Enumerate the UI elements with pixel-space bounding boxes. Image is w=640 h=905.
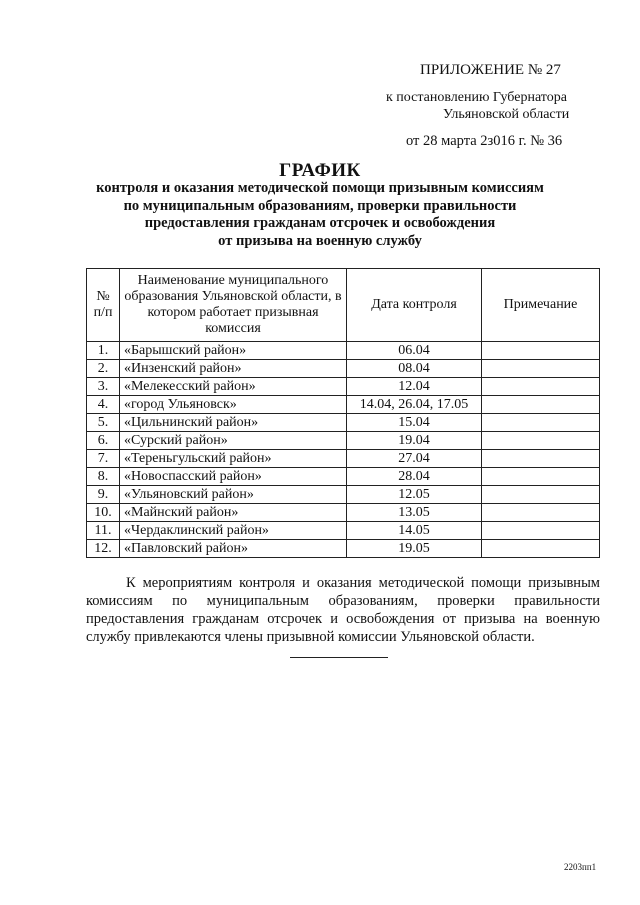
control-date: 28.04 (347, 468, 482, 486)
note-cell (482, 360, 600, 378)
control-date: 19.04 (347, 432, 482, 450)
municipality-name: «Павловский район» (120, 540, 347, 558)
row-number: 1. (87, 342, 120, 360)
note-cell (482, 504, 600, 522)
municipality-name: «Сурский район» (120, 432, 347, 450)
row-number: 3. (87, 378, 120, 396)
municipality-name: «город Ульяновск» (120, 396, 347, 414)
document-subtitle (80, 180, 560, 250)
schedule-table (86, 268, 600, 558)
header-num: № п/п (87, 269, 120, 342)
municipality-name: «Цильнинский район» (120, 414, 347, 432)
table-header-row (87, 269, 600, 342)
control-date: 08.04 (347, 360, 482, 378)
table-row (87, 414, 600, 432)
table-row (87, 396, 600, 414)
row-number: 12. (87, 540, 120, 558)
note-cell (482, 540, 600, 558)
subtitle-line: от призыва на военную службу (218, 232, 422, 249)
row-number: 10. (87, 504, 120, 522)
table-row (87, 468, 600, 486)
appendix-number: ПРИЛОЖЕНИЕ № 27 (420, 62, 561, 78)
municipality-name: «Тереньгульский район» (120, 450, 347, 468)
control-date: 14.05 (347, 522, 482, 540)
note-cell (482, 486, 600, 504)
note-cell (482, 432, 600, 450)
note-cell (482, 522, 600, 540)
table-row (87, 360, 600, 378)
municipality-name: «Барышский район» (120, 342, 347, 360)
note-cell (482, 378, 600, 396)
document-code: 2203пп1 (564, 862, 597, 872)
municipality-name: «Новоспасский район» (120, 468, 347, 486)
table-row (87, 486, 600, 504)
subtitle-line: по муниципальным образованиям, проверки правильности (123, 197, 517, 214)
row-number: 8. (87, 468, 120, 486)
row-number: 7. (87, 450, 120, 468)
municipality-name: «Ульяновский район» (120, 486, 347, 504)
row-number: 4. (87, 396, 120, 414)
row-number: 5. (87, 414, 120, 432)
row-number: 11. (87, 522, 120, 540)
table-row (87, 504, 600, 522)
control-date: 14.04, 26.04, 17.05 (347, 396, 482, 414)
table-row (87, 342, 600, 360)
table-row (87, 378, 600, 396)
decree-reference-line-1: к постановлению Губернатора (386, 90, 567, 105)
header-note: Примечание (482, 269, 600, 342)
table-row (87, 450, 600, 468)
header-municipality: Наименование муниципального образования Ульяновской области, в котором работает призывная комиссия (120, 269, 347, 342)
subtitle-line: контроля и оказания методической помощи призывным комиссиям (96, 180, 544, 196)
note-cell (482, 450, 600, 468)
note-cell (482, 414, 600, 432)
control-date: 12.04 (347, 378, 482, 396)
control-date: 12.05 (347, 486, 482, 504)
control-date: 13.05 (347, 504, 482, 522)
municipality-name: «Чердаклинский район» (120, 522, 347, 540)
control-date: 15.04 (347, 414, 482, 432)
table-row (87, 522, 600, 540)
subtitle-line: предоставления гражданам отсрочек и освобождения (144, 215, 496, 231)
municipality-name: «Инзенский район» (120, 360, 347, 378)
decree-date-number: от 28 марта 2з016 г. № 36 (406, 133, 563, 149)
note-cell (482, 342, 600, 360)
document-title: ГРАФИК (279, 160, 361, 181)
note-cell (482, 468, 600, 486)
municipality-name: «Майнский район» (120, 504, 347, 522)
control-date: 06.04 (347, 342, 482, 360)
municipality-name: «Мелекесский район» (120, 378, 347, 396)
row-number: 6. (87, 432, 120, 450)
note-cell (482, 396, 600, 414)
control-date: 27.04 (347, 450, 482, 468)
decree-reference-line-2: Ульяновской области (443, 107, 570, 122)
row-number: 9. (87, 486, 120, 504)
header-date: Дата контроля (347, 269, 482, 342)
control-date: 19.05 (347, 540, 482, 558)
row-number: 2. (87, 360, 120, 378)
closing-paragraph: К мероприятиям контроля и оказания методической помощи призывным комиссиям по муниципальным образованиям, проверки правильности предоставления гражданам отсрочек и освобождения от призыва на военную службу привлекаются члены призывной комиссии Ульяновской области. (86, 575, 600, 645)
table-row (87, 540, 600, 558)
separator-line (290, 657, 388, 658)
table-row (87, 432, 600, 450)
table-body (87, 342, 600, 558)
